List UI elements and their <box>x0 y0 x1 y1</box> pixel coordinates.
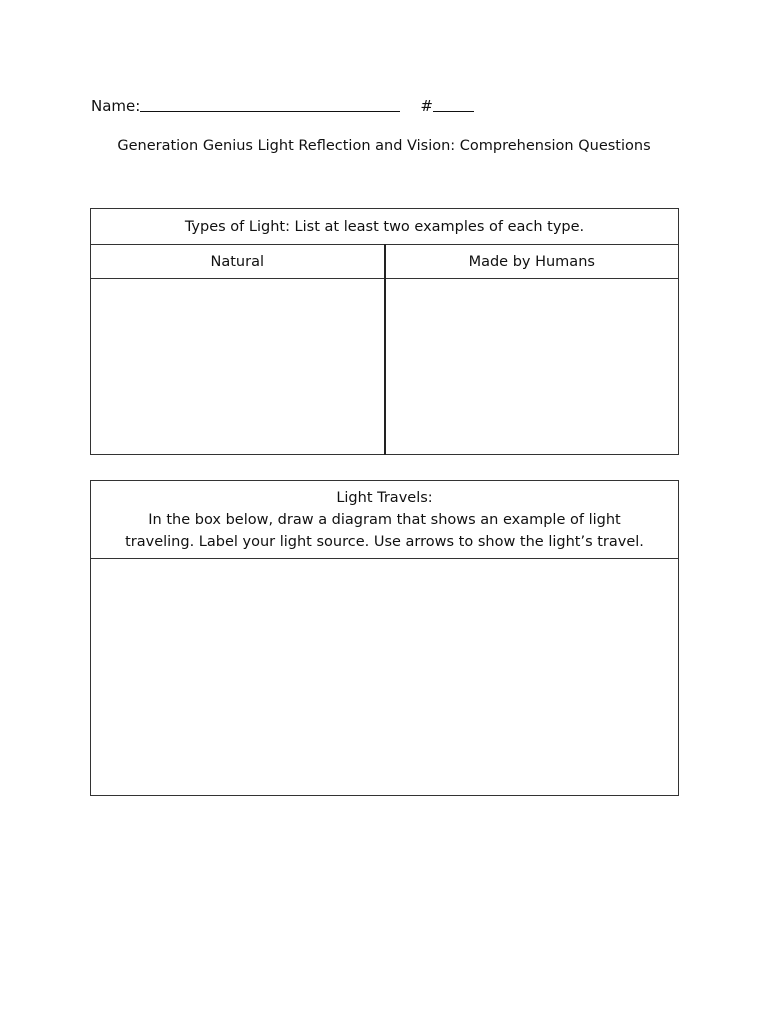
made-by-humans-answer-cell[interactable] <box>385 279 679 455</box>
number-field[interactable] <box>433 95 474 112</box>
number-label: # <box>420 97 433 115</box>
name-field[interactable] <box>140 95 400 112</box>
light-travels-table <box>90 480 679 796</box>
types-of-light-table <box>90 208 679 455</box>
light-travels-instructions-line1: In the box below, draw a diagram that shows an example of light <box>148 511 621 528</box>
types-of-light-heading: Types of Light: List at least two examples of each type. <box>91 209 679 245</box>
light-travels-heading: Light Travels: <box>336 489 433 506</box>
name-label: Name: <box>91 97 141 115</box>
diagram-drawing-area[interactable] <box>91 559 679 796</box>
column-header-row <box>91 245 679 279</box>
light-travels-heading-row <box>91 481 679 559</box>
name-number-line <box>91 91 474 115</box>
answer-row <box>91 279 679 455</box>
types-of-light-heading-row <box>91 209 679 245</box>
natural-answer-cell[interactable] <box>91 279 385 455</box>
column-header-natural: Natural <box>91 245 385 279</box>
drawing-row <box>91 559 679 796</box>
column-header-made-by-humans: Made by Humans <box>385 245 679 279</box>
light-travels-heading-cell <box>91 481 679 559</box>
worksheet-title: Generation Genius Light Reflection and Vision: Comprehension Questions <box>117 138 651 154</box>
light-travels-instructions-line2: traveling. Label your light source. Use arrows to show the light’s travel. <box>125 533 644 550</box>
